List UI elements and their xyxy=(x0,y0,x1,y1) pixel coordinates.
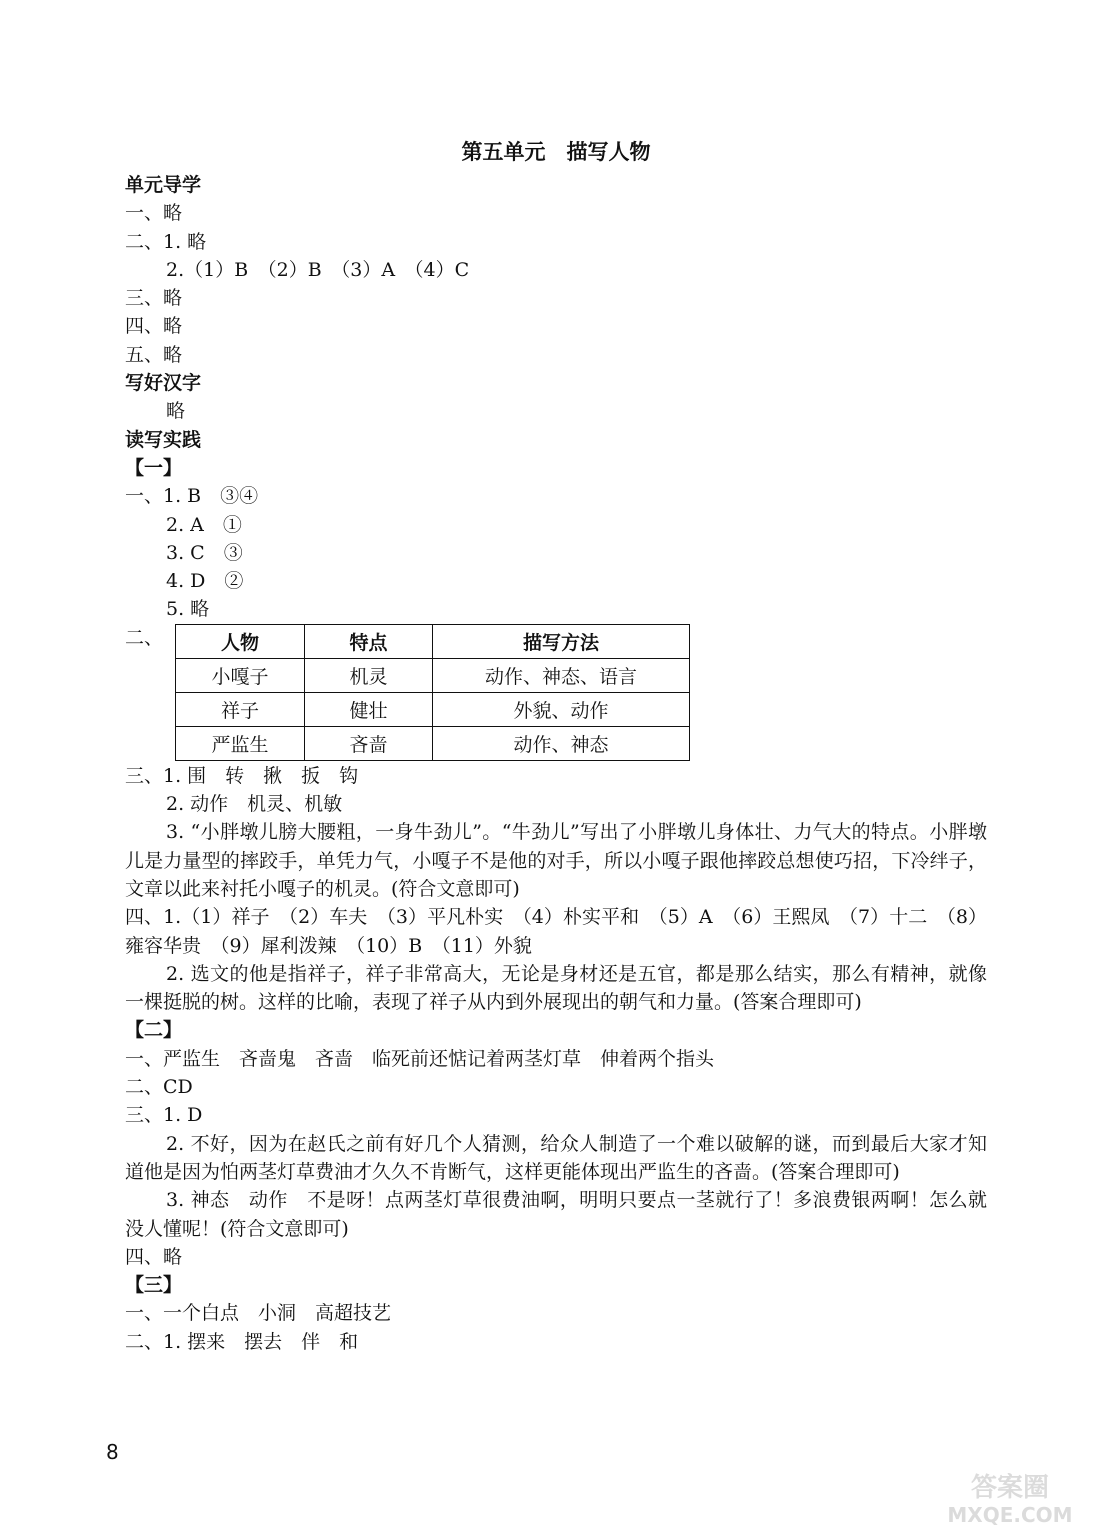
page-title: 第五单元 描写人物 xyxy=(461,140,651,164)
answer-line: 二、1. 摆来 摆去 伴 和 xyxy=(125,1330,359,1353)
answer-line: 四、略 xyxy=(125,1245,183,1268)
part-heading: 【一】 xyxy=(125,456,183,479)
table-block xyxy=(125,624,987,762)
part-heading: 【三】 xyxy=(125,1274,183,1297)
answer-line: 一、一个白点 小洞 高超技艺 xyxy=(125,1302,392,1325)
table-cell: 机灵 xyxy=(305,658,433,692)
answer-line: 三、1. 围 转 揪 扳 钩 xyxy=(125,764,359,787)
answer-line: 二、1. 略 xyxy=(125,230,207,253)
answer-line: 四、略 xyxy=(125,315,183,338)
table-cell: 外貌、动作 xyxy=(433,692,690,726)
answer-paragraph: 2. 选文的他是指祥子，祥子非常高大，无论是身材还是五官，都是那么结实，那么有精神，就像一棵挺脱的树。这样的比喻，表现了祥子从内到外展现出的朝气和力量。(答案合理即可) xyxy=(125,962,987,1014)
answer-paragraph: 2. 不好，因为在赵氏之前有好几个人猜测，给众人制造了一个难以破解的谜，而到最后大家才知道他是因为怕两茎灯草费油才久久不肯断气，这样更能体现出严监生的吝啬。(答案合理即可) xyxy=(125,1132,987,1183)
answer-line: 一、严监生 吝啬鬼 吝啬 临死前还惦记着两茎灯草 伸着两个指头 xyxy=(125,1047,715,1070)
section-heading: 单元导学 xyxy=(125,174,202,196)
character-table xyxy=(175,624,690,761)
answer-line: 略 xyxy=(166,400,186,423)
table-cell: 动作、神态 xyxy=(433,726,690,760)
table-cell: 祥子 xyxy=(176,692,305,726)
table-header-row xyxy=(176,624,690,658)
section-heading: 写好汉字 xyxy=(125,372,202,395)
answer-line: 三、略 xyxy=(125,287,183,310)
answer-line: 5. 略 xyxy=(166,598,210,621)
table-label: 二、 xyxy=(125,626,164,649)
answer-line: 一、略 xyxy=(125,202,183,225)
table-cell: 小嘎子 xyxy=(176,658,305,692)
answer-paragraph: 3. 神态 动作 不是呀！点两茎灯草很费油啊，明明只要点一茎就行了！多浪费银两啊！怎么就没人懂呢！(符合文意即可) xyxy=(125,1189,987,1240)
answer-line: 3. C ③ xyxy=(166,541,243,564)
answer-line: 五、略 xyxy=(125,343,183,366)
table-cell: 动作、神态、语言 xyxy=(433,658,690,692)
answer-line: 2.（1）B （2）B （3）A （4）C xyxy=(166,258,470,281)
answer-paragraph: 四、1.（1）祥子 （2）车夫 （3）平凡朴实 （4）朴实平和 （5）A （6）王熙凤 （7）十二 （8）雍容华贵 （9）犀利泼辣 （10）B （11）外貌 xyxy=(125,906,987,957)
answer-line: 二、CD xyxy=(125,1076,193,1099)
answer-line: 三、1. D xyxy=(125,1104,203,1127)
table-cell: 严监生 xyxy=(176,726,305,760)
answer-line: 4. D ② xyxy=(166,570,244,593)
section-heading: 读写实践 xyxy=(125,428,202,451)
answer-line: 2. 动作 机灵、机敏 xyxy=(166,793,343,816)
answer-paragraph: 3. “小胖墩儿膀大腰粗，一身牛劲儿”。“牛劲儿”写出了小胖墩儿身体壮、力气大的特点。小胖墩儿是力量型的摔跤手，单凭力气，小嘎子不是他的对手，所以小嘎子跟他摔跤总想使巧招，下冷绊子，文章以此来衬托小嘎子的机灵。(符合文意即可) xyxy=(125,821,987,900)
watermark-logo xyxy=(920,1470,1100,1528)
part-heading: 【二】 xyxy=(125,1019,183,1042)
answer-line: 一、1. B ③④ xyxy=(125,485,259,508)
table-cell: 健壮 xyxy=(305,692,433,726)
table-row xyxy=(176,692,690,726)
table-row xyxy=(176,658,690,692)
watermark-text: 答案圈 xyxy=(970,1473,1050,1503)
table-header-cell: 描写方法 xyxy=(433,624,690,658)
answer-line: 2. A ① xyxy=(166,513,242,536)
page-number: 8 xyxy=(106,1440,119,1464)
table-header-cell: 人物 xyxy=(176,624,305,658)
answer-content xyxy=(125,171,987,1356)
table-row xyxy=(176,726,690,760)
watermark-url: MXQE.COM xyxy=(947,1503,1073,1527)
table-header-cell: 特点 xyxy=(305,624,433,658)
table-cell: 吝啬 xyxy=(305,726,433,760)
